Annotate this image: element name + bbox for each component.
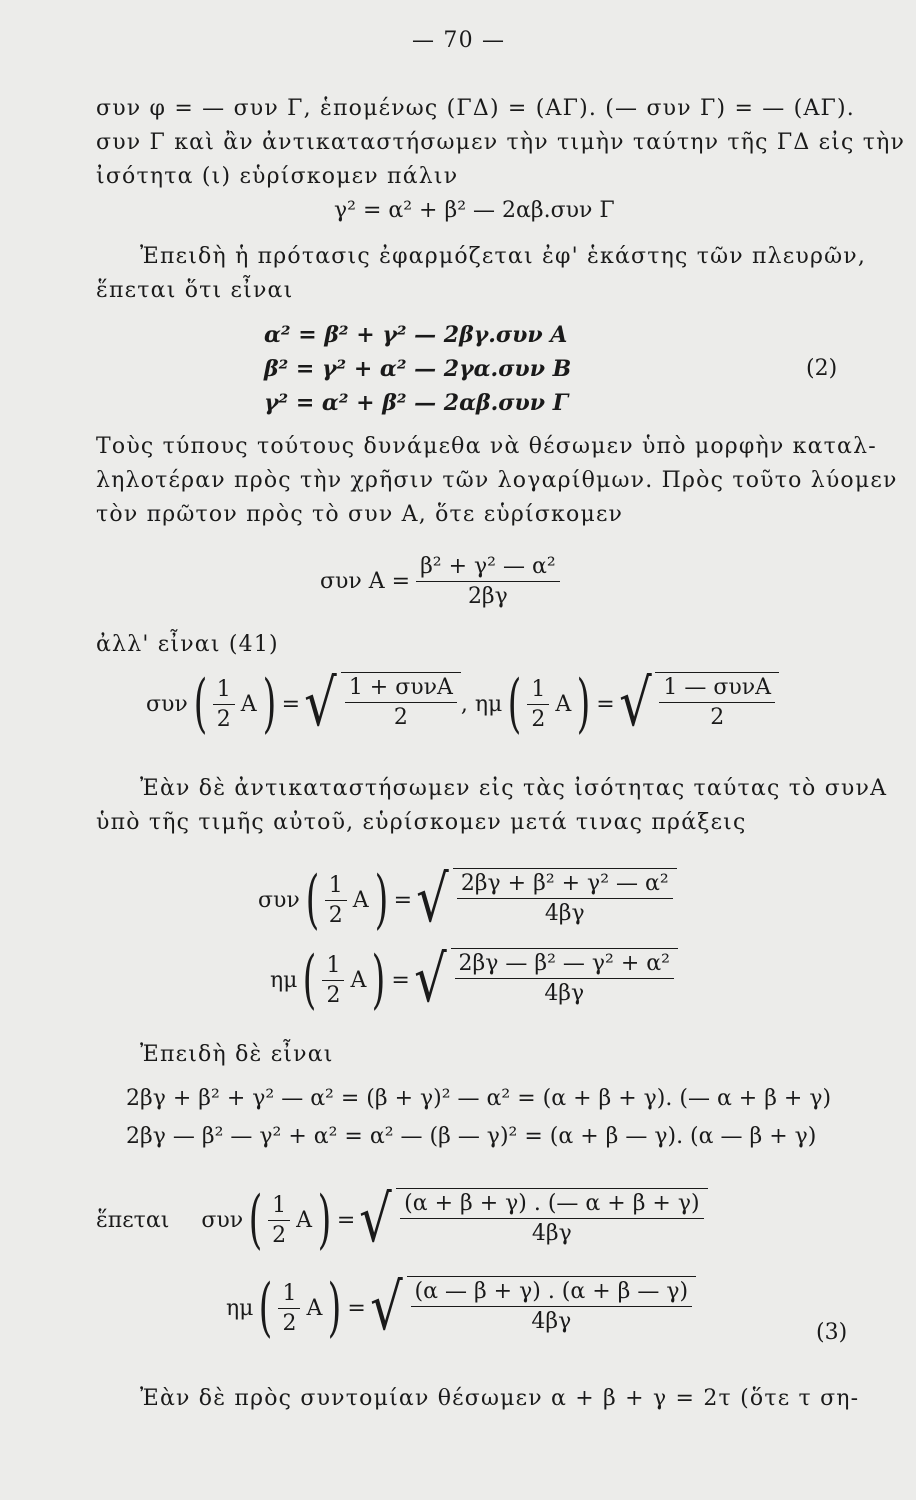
fraction-numerator: (α + β + γ) . (— α + β + γ) xyxy=(400,1191,703,1219)
fraction-half xyxy=(213,677,235,732)
formula-cos-A xyxy=(320,554,560,609)
fraction-denominator: 4βγ xyxy=(531,1221,572,1246)
formula-cos-half-final xyxy=(96,1183,708,1257)
paragraph-line: ληλοτέραν πρὸς τὴν χρῆσιν τῶν λογαρίθμων. Πρὸς τοῦτο λύομεν xyxy=(96,468,898,493)
formula-sin-half-expanded xyxy=(270,943,678,1017)
formula-lhs: συν Α = xyxy=(320,569,411,594)
radical-sign: √ xyxy=(359,1183,393,1257)
radicand xyxy=(655,672,779,736)
formula-cos-half-expanded xyxy=(258,863,677,937)
fraction-denominator: 4βγ xyxy=(544,901,585,926)
sin-label: ημ xyxy=(226,1295,254,1321)
fraction-numerator: 1 — συνΑ xyxy=(659,675,775,703)
fraction-numerator: 1 xyxy=(278,1281,300,1309)
fraction-numerator: (α — β + γ) . (α + β — γ) xyxy=(411,1279,693,1307)
fraction-numerator: 2βγ + β² + γ² — α² xyxy=(457,871,673,899)
radicand xyxy=(341,672,461,736)
left-paren: ( xyxy=(259,1271,273,1345)
word-epetai: ἕπεται xyxy=(96,1207,170,1233)
fraction-denominator: 2 xyxy=(272,1222,287,1248)
radical-sign: √ xyxy=(416,863,449,937)
square-root xyxy=(412,863,677,937)
square-root xyxy=(366,1271,696,1345)
fraction-half xyxy=(325,873,347,928)
left-paren: ( xyxy=(507,667,522,741)
fraction-numerator: 1 xyxy=(325,873,347,901)
angle-A: Α xyxy=(555,691,572,717)
fraction-denominator: 2 xyxy=(216,706,231,732)
radical-sign: √ xyxy=(369,1271,403,1345)
right-paren: ) xyxy=(374,863,388,937)
paragraph-line: τὸν πρῶτον πρὸς τὸ συν Α, ὅτε εὑρίσκομεν xyxy=(96,502,624,527)
paragraph-line: συν Γ καὶ ἂν ἀντικαταστήσωμεν τὴν τιμὴν ταύτην τῆς ΓΔ εἰς τὴν xyxy=(96,130,906,155)
paragraph-line: Ἐὰν δὲ πρὸς συντομίαν θέσωμεν α + β + γ = 2τ (ὅτε τ ση- xyxy=(140,1386,860,1411)
paragraph-line: Τοὺς τύπους τούτους δυνάμεθα νὰ θέσωμεν ὑπὸ μορφὴν καταλ- xyxy=(96,434,877,459)
right-paren: ) xyxy=(317,1183,332,1257)
equals-sign: = xyxy=(393,887,413,913)
fraction-denominator: 2 xyxy=(393,705,408,730)
left-paren: ( xyxy=(305,863,320,937)
left-paren: ( xyxy=(248,1183,263,1257)
fraction-denominator: 4βγ xyxy=(531,1309,572,1334)
left-paren: ( xyxy=(303,943,317,1017)
fraction-denominator: 2 xyxy=(328,902,343,928)
equals-sign: = xyxy=(336,1207,356,1233)
paragraph-line: συν φ = — συν Γ, ἑπομένως (ΓΔ) = (ΑΓ). (— συν Γ) = — (ΑΓ). xyxy=(96,96,855,121)
radical-sign: √ xyxy=(413,943,447,1017)
angle-A: Α xyxy=(350,967,367,993)
equals-sign: = xyxy=(596,691,615,717)
fraction-numerator: 1 + συνΑ xyxy=(345,675,457,703)
equation-system-line: β² = γ² + α² — 2γα.συν Β xyxy=(264,356,572,382)
fraction-half xyxy=(278,1281,300,1336)
paragraph-line: ὑπὸ τῆς τιμῆς αὐτοῦ, εὑρίσκομεν μετά τινας πράξεις xyxy=(96,810,747,835)
equation-system-line: α² = β² + γ² — 2βγ.συν Α xyxy=(264,322,568,348)
equation-label: (2) xyxy=(806,356,838,381)
paragraph-line: Ἐὰν δὲ ἀντικαταστήσωμεν εἰς τὰς ἰσότητας ταύτας τὸ συνΑ xyxy=(140,776,888,801)
equals-sign: = xyxy=(347,1295,366,1321)
cos-label: συν xyxy=(258,887,300,913)
fraction-denominator: 2 xyxy=(710,705,725,730)
fraction-half xyxy=(268,1193,290,1248)
equals-sign: = xyxy=(281,691,301,717)
fraction-numerator: 2βγ — β² — γ² + α² xyxy=(455,951,674,979)
equation-law-of-cosines: γ² = α² + β² — 2αβ.συν Γ xyxy=(334,198,615,223)
radicand xyxy=(451,948,678,1012)
fraction-denominator: 2βγ xyxy=(467,584,508,609)
angle-A: Α xyxy=(352,887,369,913)
fraction-denominator: 2 xyxy=(282,1310,297,1336)
page-number: — 70 — xyxy=(412,28,506,53)
equation-label: (3) xyxy=(816,1320,848,1345)
fraction-numerator: 1 xyxy=(322,953,344,981)
paragraph-line: Ἐπειδὴ δὲ εἶναι xyxy=(140,1042,334,1067)
fraction-numerator: β² + γ² — α² xyxy=(416,554,560,582)
radicand xyxy=(396,1188,707,1252)
fraction-half xyxy=(527,677,549,732)
equation-system-line: γ² = α² + β² — 2αβ.συν Γ xyxy=(264,390,569,416)
equals-sign: = xyxy=(391,967,410,993)
angle-A: Α xyxy=(240,691,257,717)
fraction-denominator: 2 xyxy=(531,706,546,732)
radical-sign: √ xyxy=(618,667,652,741)
square-root xyxy=(615,667,779,741)
radical-sign: √ xyxy=(304,667,337,741)
paragraph-line: ἰσότητα (ι) εὑρίσκομεν πάλιν xyxy=(96,164,459,189)
right-paren: ) xyxy=(371,943,386,1017)
identity-line: 2βγ + β² + γ² — α² = (β + γ)² — α² = (α + β + γ). (— α + β + γ) xyxy=(126,1086,832,1111)
paragraph-line: ἕπεται ὅτι εἶναι xyxy=(96,278,294,303)
fraction-numerator: 1 xyxy=(527,677,549,705)
sin-label: ημ xyxy=(270,967,298,993)
cos-label: συν xyxy=(201,1207,244,1233)
formula-sin-half-final xyxy=(226,1271,696,1345)
fraction-numerator: 1 xyxy=(213,677,235,705)
fraction-numerator: 1 xyxy=(268,1193,290,1221)
paragraph-line: Ἐπειδὴ ἡ πρότασις ἐφαρμόζεται ἐφ' ἑκάστης τῶν πλευρῶν, xyxy=(140,244,867,269)
square-root xyxy=(300,667,461,741)
angle-A: Α xyxy=(296,1207,312,1233)
square-root xyxy=(355,1183,707,1257)
right-paren: ) xyxy=(327,1271,342,1345)
fraction xyxy=(416,554,560,609)
radicand xyxy=(407,1276,697,1340)
fraction-half xyxy=(322,953,344,1008)
separator-sin: , ημ xyxy=(460,691,503,717)
paragraph-line: ἀλλ' εἶναι (41) xyxy=(96,632,279,657)
left-paren: ( xyxy=(193,667,208,741)
right-paren: ) xyxy=(576,667,591,741)
radicand xyxy=(453,868,677,932)
formula-half-angle xyxy=(146,667,779,741)
fraction-denominator: 2 xyxy=(326,982,341,1008)
angle-A: Α xyxy=(306,1295,323,1321)
identity-line: 2βγ — β² — γ² + α² = α² — (β — γ)² = (α + β — γ). (α — β + γ) xyxy=(126,1124,817,1149)
fraction-denominator: 4βγ xyxy=(544,981,585,1006)
right-paren: ) xyxy=(262,667,276,741)
square-root xyxy=(410,943,678,1017)
cos-label: συν xyxy=(146,691,188,717)
